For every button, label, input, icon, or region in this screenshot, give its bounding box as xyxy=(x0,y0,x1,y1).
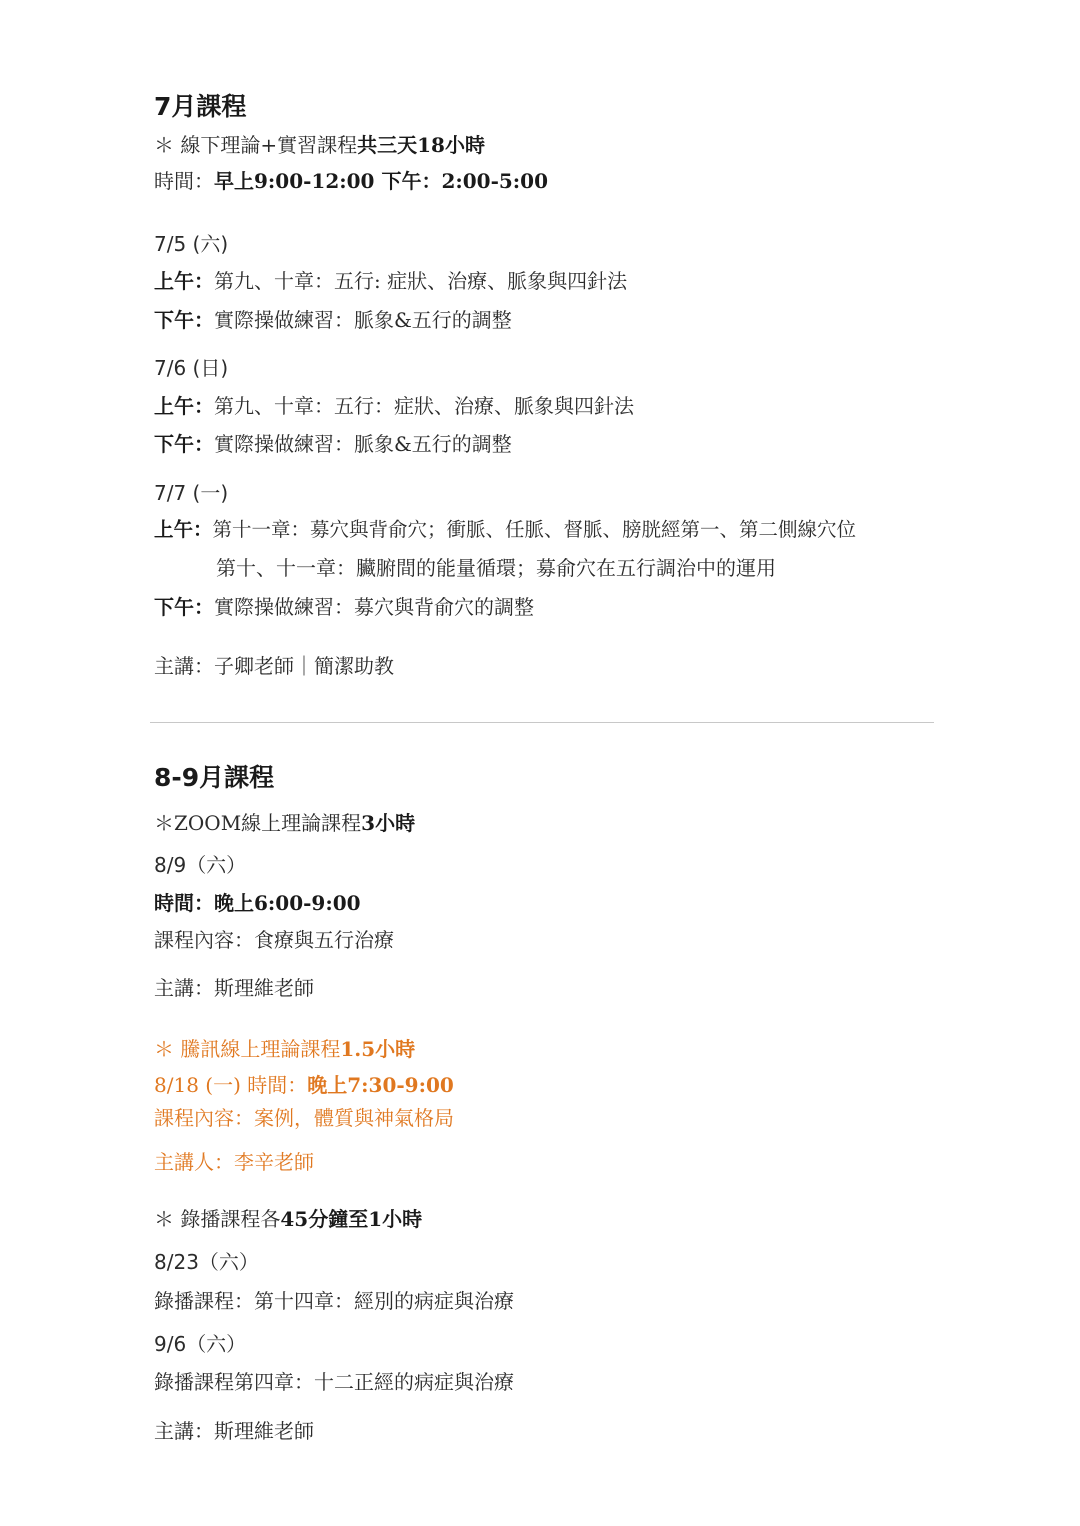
july-title: 7月課程 xyxy=(154,92,247,121)
recorded-1-date: 8/23（六） xyxy=(154,1250,259,1274)
lecturer-name: 斯理維老師 xyxy=(214,976,314,1000)
july-intro xyxy=(154,131,485,159)
tencent-intro-prefix: ＊ 騰訊線上理論課程 xyxy=(154,1037,341,1061)
zoom-time-label: 時間： xyxy=(154,891,214,915)
day-2-am xyxy=(154,392,634,420)
tencent-lecturer xyxy=(154,1148,314,1176)
day-3-date: 7/7 (一) xyxy=(154,481,229,505)
july-time-value: 早上9:00-12:00 下午：2:00-5:00 xyxy=(214,169,549,193)
pm-label: 下午： xyxy=(154,308,214,332)
recorded-intro-bold: 45分鐘至1小時 xyxy=(280,1207,423,1231)
zoom-time xyxy=(154,889,361,917)
july-time xyxy=(154,167,548,195)
tencent-date-prefix: 8/18 (一) 時間： xyxy=(154,1073,308,1097)
recorded-intro-prefix: ＊ 錄播課程各 xyxy=(154,1207,281,1231)
lecturer-name: 子卿老師｜簡潔助教 xyxy=(214,654,394,678)
recorded-lecturer xyxy=(154,1417,314,1445)
am-text: 第九、十章：五行: 症狀、治療、脈象與四針法 xyxy=(214,269,628,293)
lecturer-name: 李辛老師 xyxy=(234,1150,314,1174)
recorded-2-date: 9/6（六） xyxy=(154,1332,247,1356)
pm-text: 實際操做練習：募穴與背俞穴的調整 xyxy=(214,595,534,619)
july-intro-bold: 共三天18小時 xyxy=(357,133,485,157)
tencent-intro xyxy=(154,1035,415,1063)
am-label: 上午： xyxy=(154,518,213,541)
day-1-date: 7/5 (六) xyxy=(154,232,229,256)
am-label: 上午： xyxy=(154,269,214,293)
pm-text: 實際操做練習：脈象&五行的調整 xyxy=(214,432,512,456)
pm-text: 實際操做練習：脈象&五行的調整 xyxy=(214,308,512,332)
lecturer-label: 主講： xyxy=(154,976,214,1000)
lecturer-label: 主講： xyxy=(154,1419,214,1443)
day-2-date: 7/6 (日) xyxy=(154,356,229,380)
zoom-date: 8/9（六） xyxy=(154,853,247,877)
lecturer-name: 斯理維老師 xyxy=(214,1419,314,1443)
tencent-content: 課程內容：案例，體質與神氣格局 xyxy=(154,1106,454,1130)
day-1-pm xyxy=(154,306,512,334)
july-intro-prefix: ＊ 線下理論+實習課程 xyxy=(154,133,358,157)
zoom-lecturer xyxy=(154,974,314,1002)
recorded-2-text: 錄播課程第四章：十二正經的病症與治療 xyxy=(154,1370,514,1394)
zoom-content: 課程內容：食療與五行治療 xyxy=(154,928,394,952)
zoom-intro-prefix: ＊ZOOM線上理論課程 xyxy=(154,811,362,835)
tencent-intro-bold: 1.5小時 xyxy=(340,1037,416,1061)
augsep-title: 8-9月課程 xyxy=(154,763,275,792)
recorded-1-text: 錄播課程：第十四章：經別的病症與治療 xyxy=(154,1289,514,1313)
section-divider xyxy=(150,722,934,723)
july-time-label: 時間： xyxy=(154,169,214,193)
pm-label: 下午： xyxy=(154,432,214,456)
zoom-intro-bold: 3小時 xyxy=(361,811,416,835)
am-text: 第十一章：募穴與背俞穴；衝脈、任脈、督脈、膀胱經第一、第二側線穴位 xyxy=(212,518,857,541)
tencent-date-time xyxy=(154,1071,454,1099)
tencent-time-bold: 晚上7:30-9:00 xyxy=(307,1073,454,1097)
lecturer-label: 主講： xyxy=(154,654,214,678)
day-3-am-line2: 第十、十一章：臟腑間的能量循環；募俞穴在五行調治中的運用 xyxy=(216,556,776,580)
zoom-time-value: 晚上6:00-9:00 xyxy=(214,891,361,915)
recorded-intro xyxy=(154,1205,422,1233)
day-3-am xyxy=(154,516,856,544)
zoom-intro xyxy=(154,809,415,837)
day-1-am xyxy=(154,267,627,295)
pm-label: 下午： xyxy=(154,595,214,619)
day-2-pm xyxy=(154,430,512,458)
day-3-pm xyxy=(154,593,534,621)
am-text: 第九、十章：五行：症狀、治療、脈象與四針法 xyxy=(214,394,634,418)
july-lecturer xyxy=(154,652,394,680)
am-label: 上午： xyxy=(154,394,214,418)
lecturer-label: 主講人： xyxy=(154,1150,234,1174)
